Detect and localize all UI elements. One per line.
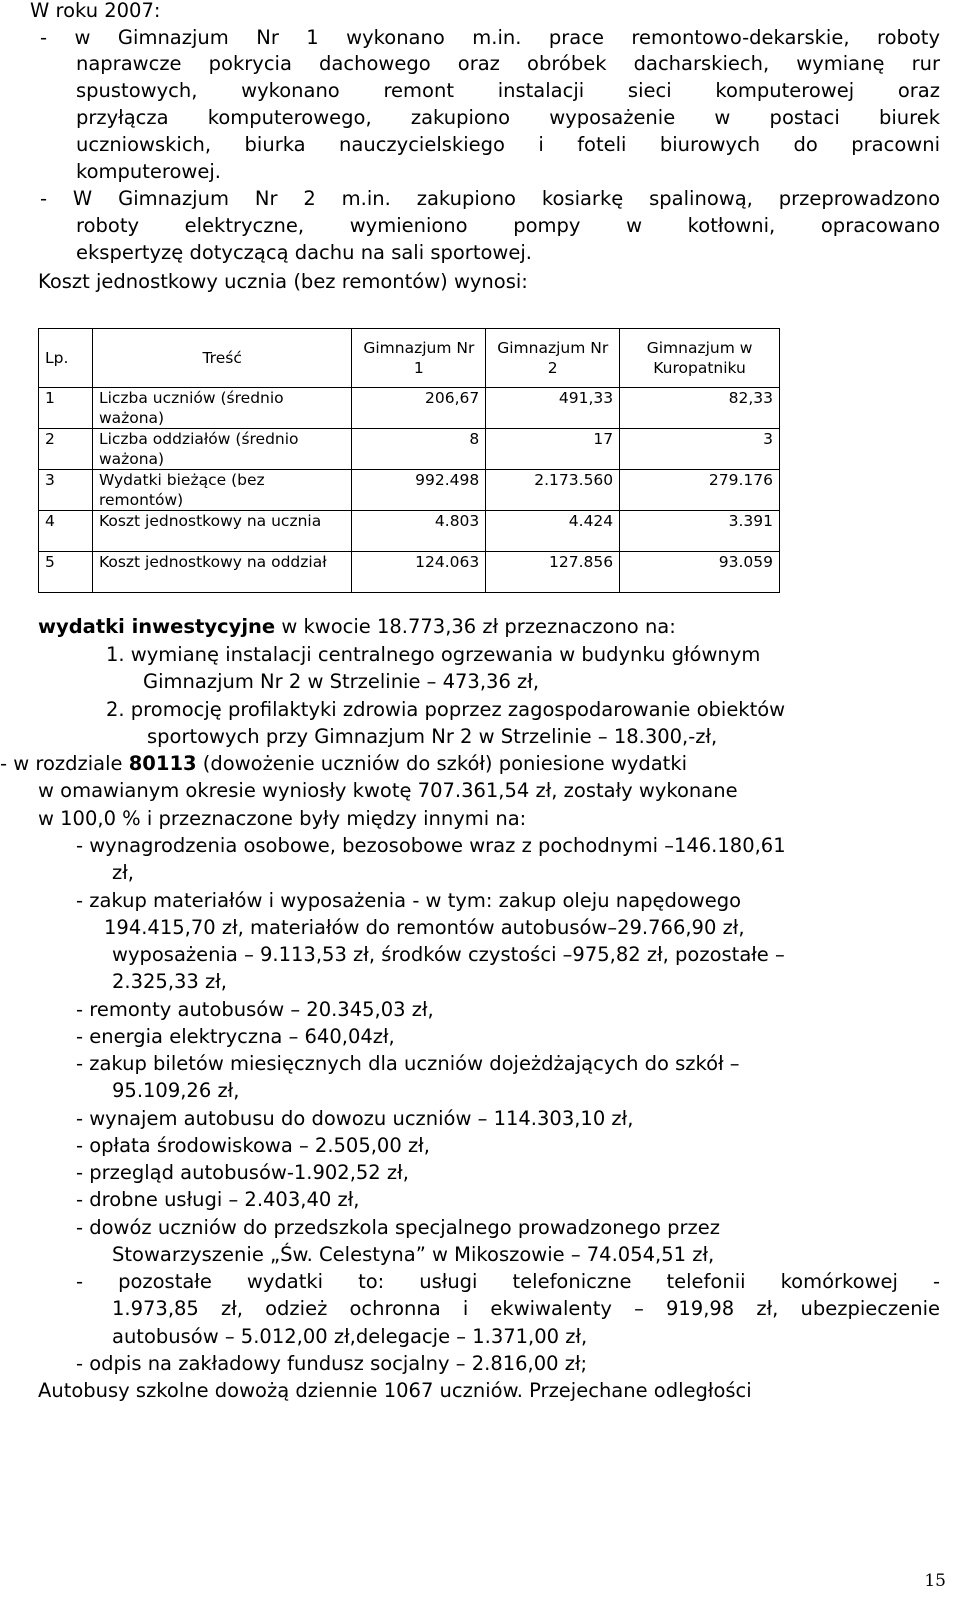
table-header-row bbox=[39, 329, 780, 388]
cell-lp: 3 bbox=[39, 470, 93, 511]
cell-g2: 2.173.560 bbox=[486, 470, 620, 511]
list-item: - pozostałe wydatki to: usługi telefoniczne telefonii komórkowej - bbox=[76, 1270, 940, 1293]
cost-intro: Koszt jednostkowy ucznia (bez remontów) wynosi: bbox=[38, 270, 528, 293]
investment-item: 1. wymianę instalacji centralnego ogrzewania w budynku głównym bbox=[106, 643, 761, 666]
investment-bold: wydatki inwestycyjne bbox=[38, 615, 276, 638]
section-line: w 100,0 % i przeznaczone były między innymi na: bbox=[38, 807, 527, 830]
text-line: - w Gimnazjum Nr 1 wykonano m.in. prace remontowo-dekarskie, roboty bbox=[40, 26, 940, 49]
list-item: - zakup materiałów i wyposażenia - w tym: zakup oleju napędowego bbox=[76, 889, 742, 912]
text-line: naprawcze pokrycia dachowego oraz obróbek dacharskiech, wymianę rur bbox=[76, 52, 940, 75]
cell-g2: 17 bbox=[486, 429, 620, 470]
cell-label: Koszt jednostkowy na ucznia bbox=[92, 511, 351, 552]
text-line: uczniowskich, biurka nauczycielskiego i foteli biurowych do pracowni bbox=[76, 133, 940, 156]
investment-intro bbox=[38, 614, 676, 640]
investment-item: Gimnazjum Nr 2 w Strzelinie – 473,36 zł, bbox=[143, 670, 540, 693]
list-item: 1.973,85 zł, odzież ochronna i ekwiwalenty – 919,98 zł, ubezpieczenie bbox=[112, 1297, 940, 1320]
list-item: 2.325,33 zł, bbox=[112, 970, 228, 993]
section-80113 bbox=[0, 751, 687, 777]
table-row bbox=[39, 511, 780, 552]
list-item: - energia elektryczna – 640,04zł, bbox=[76, 1025, 395, 1048]
col-g2: Gimnazjum Nr 2 bbox=[486, 329, 620, 388]
text-line: - W Gimnazjum Nr 2 m.in. zakupiono kosiarkę spalinową, przeprowadzono bbox=[40, 187, 940, 210]
list-item: - dowóz uczniów do przedszkola specjalnego prowadzonego przez bbox=[76, 1216, 720, 1239]
section-pre: - w rozdziale bbox=[0, 752, 129, 775]
cell-g1: 124.063 bbox=[352, 552, 486, 593]
list-item: - zakup biletów miesięcznych dla uczniów dojeżdżających do szkół – bbox=[76, 1052, 740, 1075]
col-g3: Gimnazjum w Kuropatniku bbox=[620, 329, 780, 388]
table-row bbox=[39, 552, 780, 593]
cell-g1: 992.498 bbox=[352, 470, 486, 511]
cell-g3: 82,33 bbox=[620, 388, 780, 429]
list-item: - remonty autobusów – 20.345,03 zł, bbox=[76, 998, 434, 1021]
list-item: Stowarzyszenie „Św. Celestyna” w Mikoszowie – 74.054,51 zł, bbox=[112, 1243, 715, 1266]
cell-label: Wydatki bieżące (bez remontów) bbox=[92, 470, 351, 511]
col-g1: Gimnazjum Nr 1 bbox=[352, 329, 486, 388]
investment-item: 2. promocję profilaktyki zdrowia poprzez zagospodarowanie obiektów bbox=[106, 698, 786, 721]
text-line: roboty elektryczne, wymieniono pompy w kotłowni, opracowano bbox=[76, 214, 940, 237]
cell-g2: 4.424 bbox=[486, 511, 620, 552]
col-lp: Lp. bbox=[39, 329, 93, 388]
list-item: - przegląd autobusów-1.902,52 zł, bbox=[76, 1161, 409, 1184]
cell-g1: 8 bbox=[352, 429, 486, 470]
investment-rest: w kwocie 18.773,36 zł przeznaczono na: bbox=[275, 615, 676, 638]
unit-cost-table bbox=[38, 328, 780, 593]
table-row bbox=[39, 429, 780, 470]
text-line: spustowych, wykonano remont instalacji sieci komputerowej oraz bbox=[76, 79, 940, 102]
cell-g2: 491,33 bbox=[486, 388, 620, 429]
cell-g3: 279.176 bbox=[620, 470, 780, 511]
cell-g3: 3.391 bbox=[620, 511, 780, 552]
cell-g3: 93.059 bbox=[620, 552, 780, 593]
list-item: - odpis na zakładowy fundusz socjalny – 2.816,00 zł; bbox=[76, 1352, 588, 1375]
investment-item: sportowych przy Gimnazjum Nr 2 w Strzelinie – 18.300,-zł, bbox=[147, 725, 718, 748]
list-item: - wynajem autobusu do dowozu uczniów – 114.303,10 zł, bbox=[76, 1107, 634, 1130]
table-row bbox=[39, 388, 780, 429]
cell-label: Liczba uczniów (średnio ważona) bbox=[92, 388, 351, 429]
section-code: 80113 bbox=[128, 752, 197, 775]
cell-g1: 206,67 bbox=[352, 388, 486, 429]
text-line: przyłącza komputerowego, zakupiono wyposażenie w postaci biurek bbox=[76, 106, 940, 129]
cell-lp: 4 bbox=[39, 511, 93, 552]
cell-label: Liczba oddziałów (średnio ważona) bbox=[92, 429, 351, 470]
page-number: 15 bbox=[924, 1571, 946, 1591]
closing-text: Autobusy szkolne dowożą dziennie 1067 uczniów. Przejechane odległości bbox=[38, 1379, 752, 1402]
page-heading: W roku 2007: bbox=[30, 0, 161, 22]
text-line: komputerowej. bbox=[76, 160, 221, 183]
list-item: 95.109,26 zł, bbox=[112, 1079, 240, 1102]
cell-g1: 4.803 bbox=[352, 511, 486, 552]
table-row bbox=[39, 470, 780, 511]
list-item: autobusów – 5.012,00 zł,delegacje – 1.371,00 zł, bbox=[112, 1325, 588, 1348]
list-item: - drobne usługi – 2.403,40 zł, bbox=[76, 1188, 360, 1211]
section-post: (dowożenie uczniów do szkół) poniesione wydatki bbox=[196, 752, 688, 775]
list-item: - opłata środowiskowa – 2.505,00 zł, bbox=[76, 1134, 430, 1157]
cell-g3: 3 bbox=[620, 429, 780, 470]
cell-lp: 2 bbox=[39, 429, 93, 470]
cell-g2: 127.856 bbox=[486, 552, 620, 593]
list-item: 194.415,70 zł, materiałów do remontów autobusów–29.766,90 zł, bbox=[104, 916, 745, 939]
list-item: wyposażenia – 9.113,53 zł, środków czystości –975,82 zł, pozostałe – bbox=[112, 943, 785, 966]
col-tresc: Treść bbox=[92, 329, 351, 388]
text-line: ekspertyzę dotyczącą dachu na sali sportowej. bbox=[76, 241, 532, 264]
list-item: - wynagrodzenia osobowe, bezosobowe wraz z pochodnymi –146.180,61 bbox=[76, 834, 786, 857]
section-line: w omawianym okresie wyniosły kwotę 707.361,54 zł, zostały wykonane bbox=[38, 779, 738, 802]
cell-lp: 1 bbox=[39, 388, 93, 429]
cell-lp: 5 bbox=[39, 552, 93, 593]
cell-label: Koszt jednostkowy na oddział bbox=[92, 552, 351, 593]
list-item: zł, bbox=[112, 861, 134, 884]
